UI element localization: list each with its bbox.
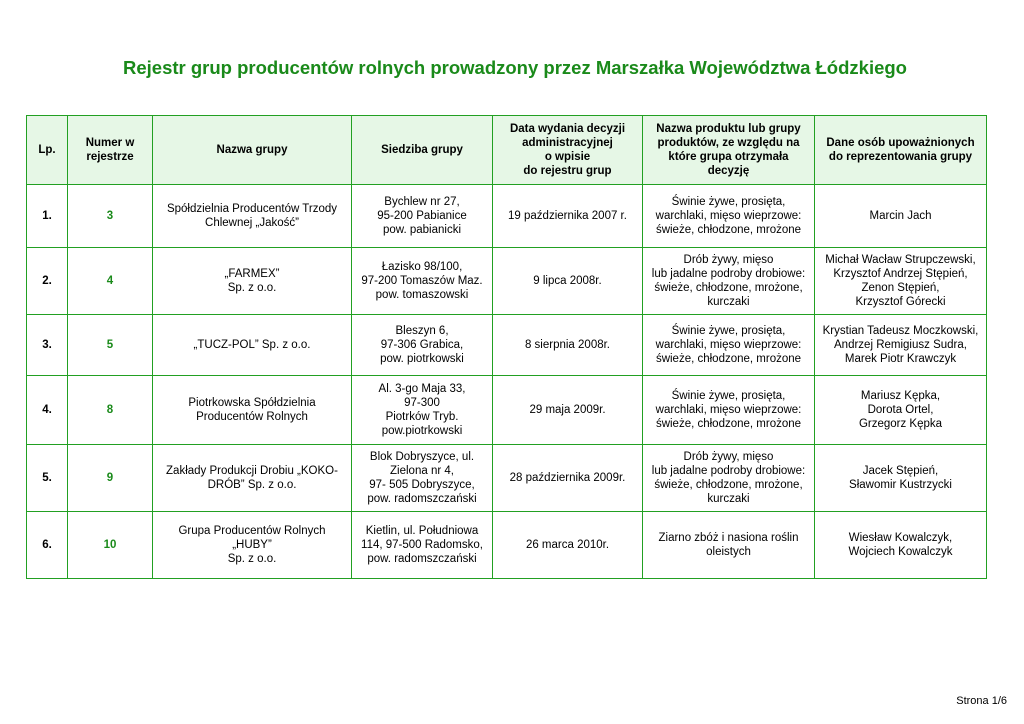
cell-produkt: Świnie żywe, prosięta, warchlaki, mięso wieprzowe: świeże, chłodzone, mrożone xyxy=(643,376,815,445)
page-number: Strona 1/6 xyxy=(956,695,1007,707)
table-row xyxy=(27,248,987,315)
header-lp: Lp. xyxy=(27,116,68,185)
cell-produkt: Drób żywy, mięso lub jadalne podroby drobiowe: świeże, chłodzone, mrożone, kurczaki xyxy=(643,445,815,512)
table-header-row xyxy=(27,116,987,185)
cell-numer: 4 xyxy=(68,248,153,315)
cell-lp: 2. xyxy=(27,248,68,315)
cell-data: 29 maja 2009r. xyxy=(493,376,643,445)
cell-data: 9 lipca 2008r. xyxy=(493,248,643,315)
cell-siedziba: Al. 3-go Maja 33, 97-300 Piotrków Tryb. pow.piotrkowski xyxy=(352,376,493,445)
header-siedziba: Siedziba grupy xyxy=(352,116,493,185)
cell-nazwa: Piotrkowska Spółdzielnia Producentów Rolnych xyxy=(153,376,352,445)
page-title: Rejestr grup producentów rolnych prowadzony przez Marszałka Województwa Łódzkiego xyxy=(123,57,907,78)
cell-numer: 3 xyxy=(68,185,153,248)
cell-osoby: Krystian Tadeusz Moczkowski, Andrzej Remigiusz Sudra, Marek Piotr Krawczyk xyxy=(815,315,987,376)
cell-data: 28 października 2009r. xyxy=(493,445,643,512)
table-row xyxy=(27,445,987,512)
cell-numer: 10 xyxy=(68,512,153,579)
cell-osoby: Marcin Jach xyxy=(815,185,987,248)
cell-nazwa: „FARMEX” Sp. z o.o. xyxy=(153,248,352,315)
header-numer: Numer w rejestrze xyxy=(68,116,153,185)
header-produkt: Nazwa produktu lub grupy produktów, ze względu na które grupa otrzymała decyzję xyxy=(643,116,815,185)
cell-lp: 6. xyxy=(27,512,68,579)
cell-siedziba: Bleszyn 6, 97-306 Grabica, pow. piotrkowski xyxy=(352,315,493,376)
cell-numer: 9 xyxy=(68,445,153,512)
cell-numer: 5 xyxy=(68,315,153,376)
cell-nazwa: Spółdzielnia Producentów Trzody Chlewnej „Jakość” xyxy=(153,185,352,248)
cell-data: 19 października 2007 r. xyxy=(493,185,643,248)
register-table xyxy=(26,115,987,579)
cell-siedziba: Bychlew nr 27, 95-200 Pabianice pow. pabianicki xyxy=(352,185,493,248)
cell-produkt: Świnie żywe, prosięta, warchlaki, mięso wieprzowe: świeże, chłodzone, mrożone xyxy=(643,185,815,248)
cell-data: 8 sierpnia 2008r. xyxy=(493,315,643,376)
cell-produkt: Drób żywy, mięso lub jadalne podroby drobiowe: świeże, chłodzone, mrożone, kurczaki xyxy=(643,248,815,315)
cell-osoby: Jacek Stępień, Sławomir Kustrzycki xyxy=(815,445,987,512)
cell-lp: 1. xyxy=(27,185,68,248)
cell-siedziba: Łazisko 98/100, 97-200 Tomaszów Maz. pow. tomaszowski xyxy=(352,248,493,315)
cell-produkt: Świnie żywe, prosięta, warchlaki, mięso wieprzowe: świeże, chłodzone, mrożone xyxy=(643,315,815,376)
table-row xyxy=(27,376,987,445)
cell-osoby: Mariusz Kępka, Dorota Ortel, Grzegorz Kępka xyxy=(815,376,987,445)
cell-osoby: Wiesław Kowalczyk, Wojciech Kowalczyk xyxy=(815,512,987,579)
table-row xyxy=(27,185,987,248)
cell-osoby: Michał Wacław Strupczewski, Krzysztof Andrzej Stępień, Zenon Stępień, Krzysztof Górecki xyxy=(815,248,987,315)
header-nazwa: Nazwa grupy xyxy=(153,116,352,185)
cell-nazwa: Grupa Producentów Rolnych „HUBY” Sp. z o.o. xyxy=(153,512,352,579)
cell-siedziba: Blok Dobryszyce, ul. Zielona nr 4, 97- 505 Dobryszyce, pow. radomszczański xyxy=(352,445,493,512)
cell-lp: 5. xyxy=(27,445,68,512)
cell-siedziba: Kietlin, ul. Południowa 114, 97-500 Radomsko, pow. radomszczański xyxy=(352,512,493,579)
cell-numer: 8 xyxy=(68,376,153,445)
header-osoby: Dane osób upoważnionych do reprezentowania grupy xyxy=(815,116,987,185)
cell-nazwa: Zakłady Produkcji Drobiu „KOKO- DRÓB” Sp. z o.o. xyxy=(153,445,352,512)
cell-produkt: Ziarno zbóż i nasiona roślin oleistych xyxy=(643,512,815,579)
cell-nazwa: „TUCZ-POL” Sp. z o.o. xyxy=(153,315,352,376)
table-row xyxy=(27,512,987,579)
cell-lp: 3. xyxy=(27,315,68,376)
cell-data: 26 marca 2010r. xyxy=(493,512,643,579)
table-row xyxy=(27,315,987,376)
header-data: Data wydania decyzji administracyjnej o wpisie do rejestru grup xyxy=(493,116,643,185)
cell-lp: 4. xyxy=(27,376,68,445)
